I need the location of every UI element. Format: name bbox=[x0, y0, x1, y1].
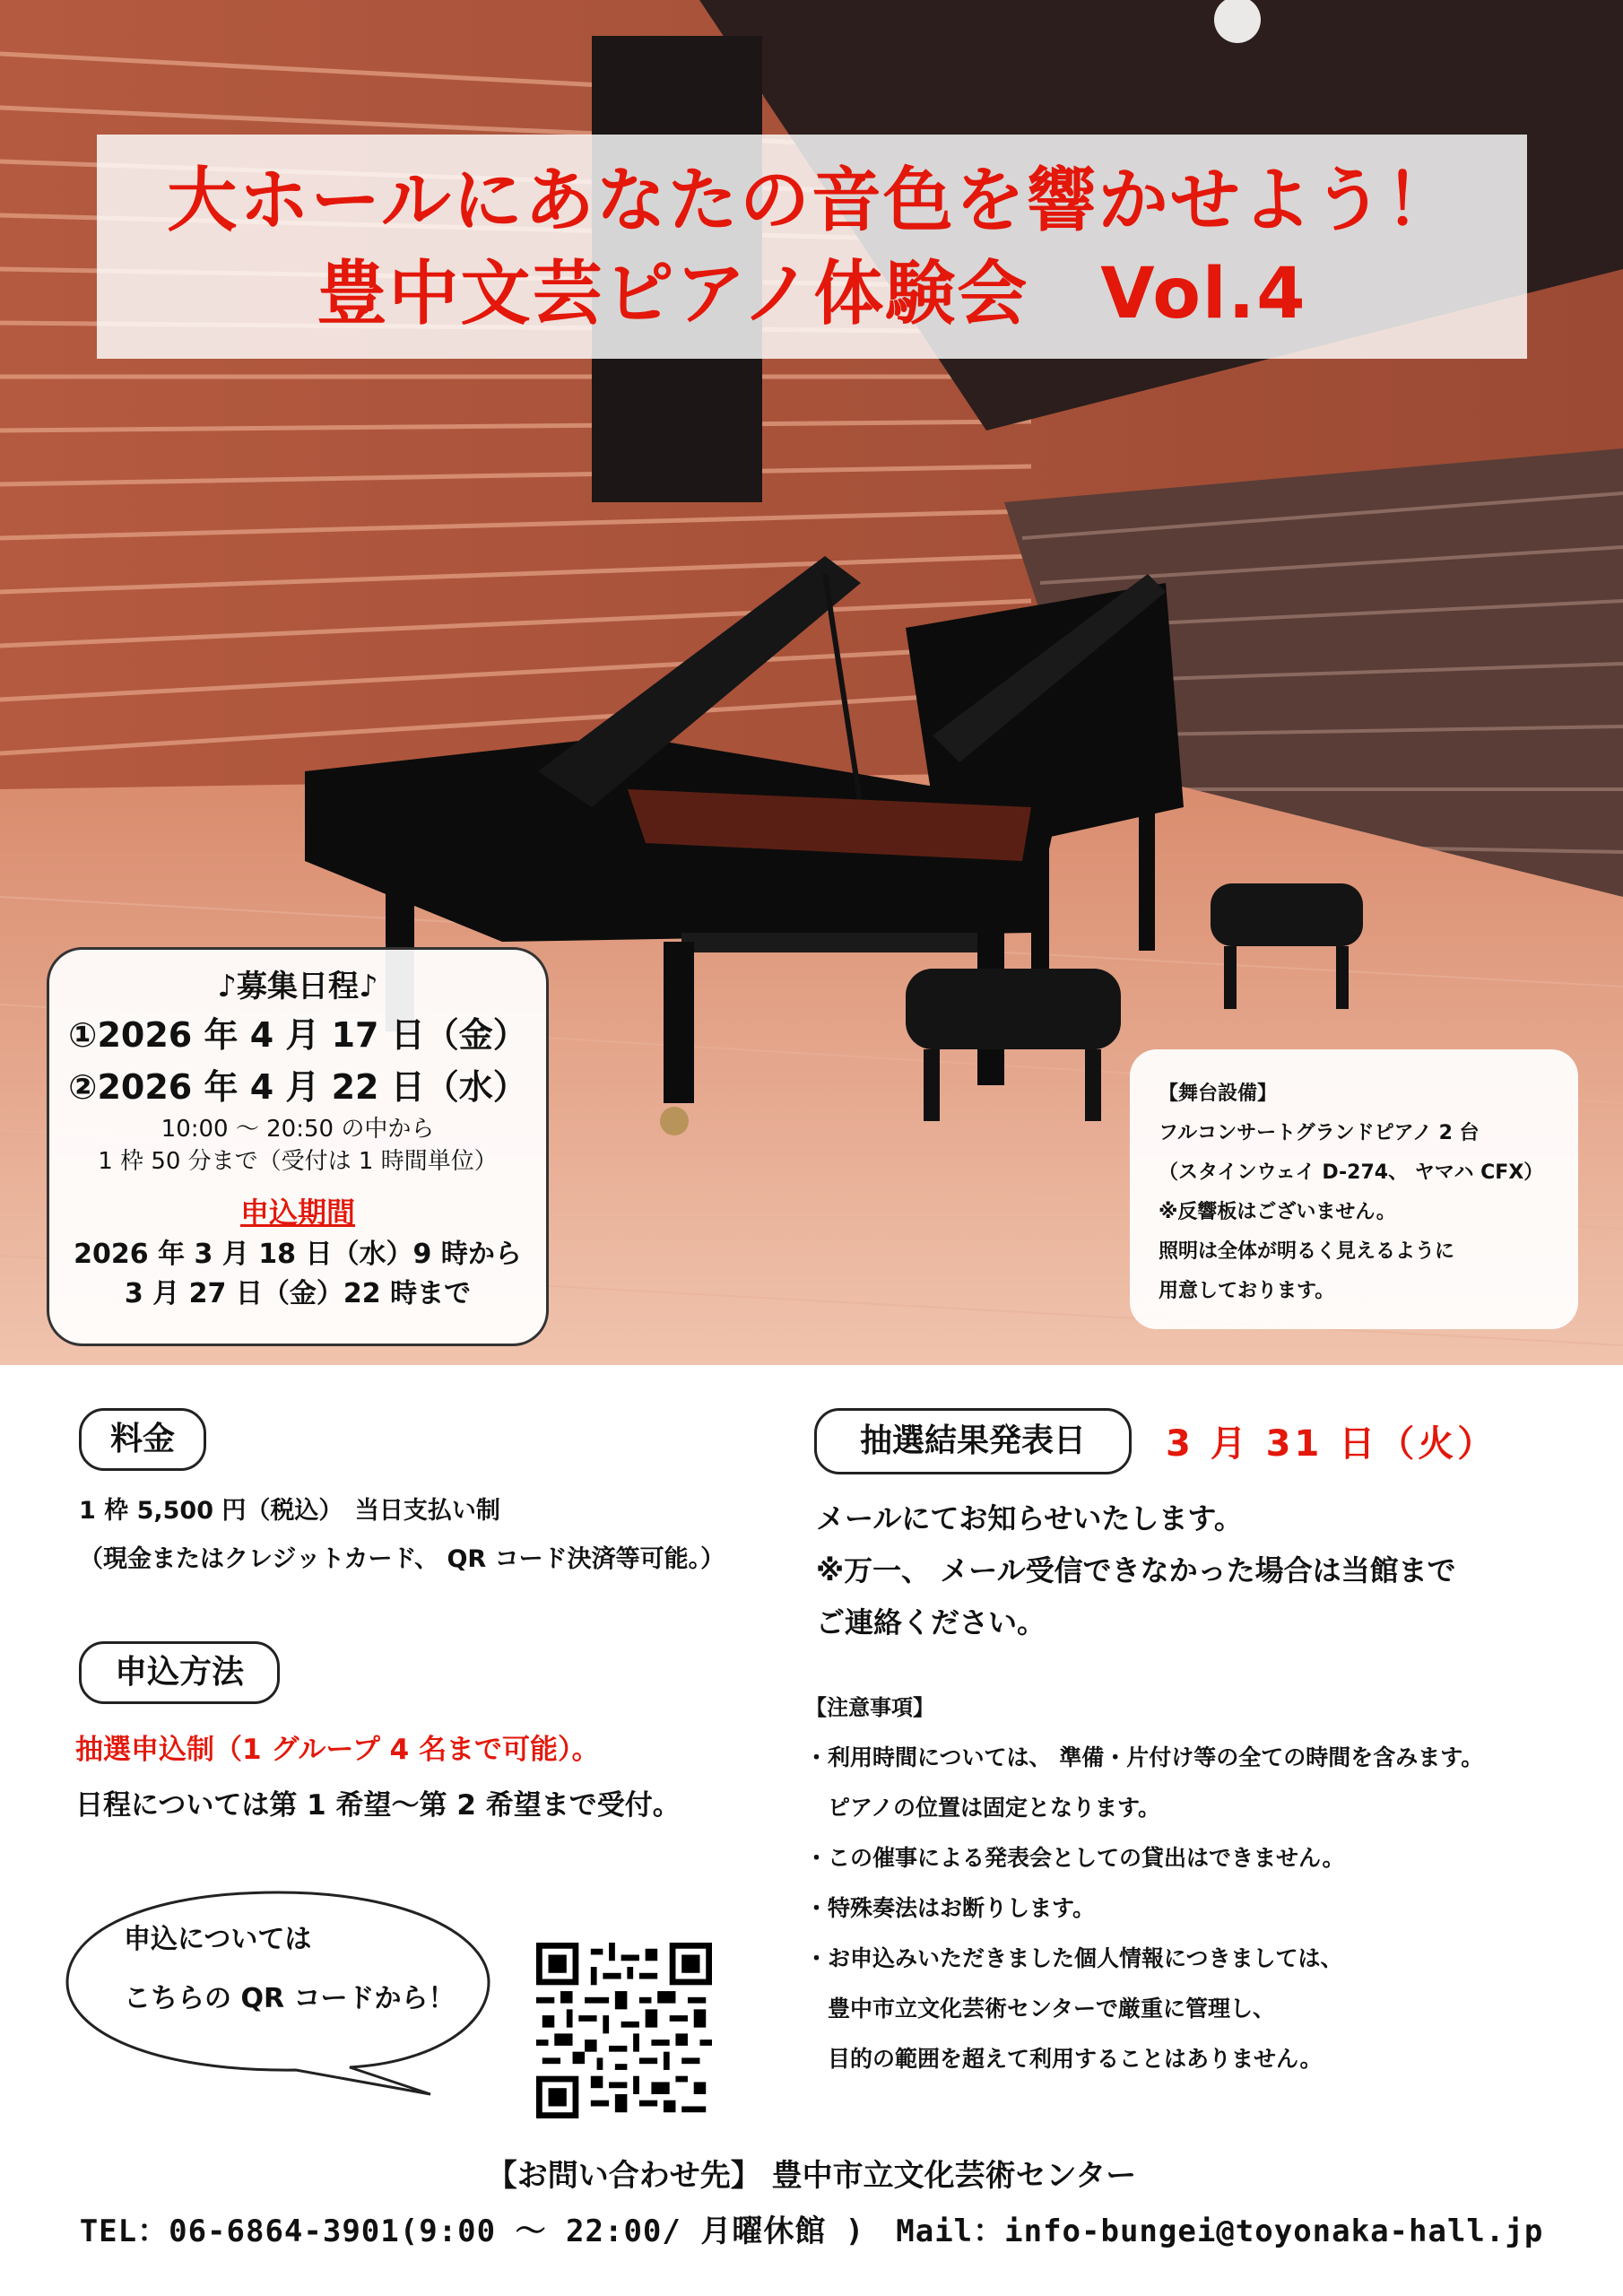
bubble-line: 申込については bbox=[124, 1924, 312, 1955]
notes-heading: 【注意事項】 bbox=[805, 1695, 934, 1720]
bubble-line: こちらの QR コードから！ bbox=[124, 1983, 456, 2014]
application-period-end: 3 月 27 日（金）22 時まで bbox=[124, 1278, 472, 1309]
schedule-heading: ♪募集日程♪ bbox=[217, 969, 378, 1004]
stage-equipment-box bbox=[1130, 1049, 1578, 1329]
note-item: ・お申込みいただきました個人情報につきましては、 bbox=[805, 1945, 1343, 1971]
contact-organization: 【お問い合わせ先】 豊中市立文化芸術センター bbox=[486, 2158, 1137, 2194]
method-preferences: 日程については第 1 希望～第 2 希望まで受付。 bbox=[75, 1789, 681, 1822]
stage-line: 照明は全体が明るく見えるように bbox=[1159, 1240, 1455, 1263]
stage-line: （スタインウェイ D-274、 ヤマハ CFX） bbox=[1159, 1161, 1544, 1184]
application-period-label: 申込期間 bbox=[239, 1196, 355, 1230]
note-item: 目的の範囲を超えて利用することはありません。 bbox=[805, 2046, 1323, 2072]
main-title: 大ホールにあなたの音色を響かせよう！ bbox=[167, 161, 1457, 241]
schedule-time-range: 10:00 ～ 20:50 の中から bbox=[161, 1116, 435, 1143]
event-title: 豊中文芸ピアノ体験会 Vol.4 bbox=[317, 254, 1307, 335]
note-item: ピアノの位置は固定となります。 bbox=[805, 1795, 1161, 1821]
method-lottery: 抽選申込制（1 グループ 4 名まで可能）。 bbox=[75, 1734, 600, 1766]
result-label: 抽選結果発表日 bbox=[814, 1408, 1132, 1474]
result-details bbox=[816, 1492, 1456, 1648]
fee-price: 1 枠 5,500 円（税込） 当日支払い制 bbox=[79, 1497, 500, 1525]
note-item: ・特殊奏法はお断りします。 bbox=[805, 1895, 1096, 1921]
qr-code-icon[interactable] bbox=[536, 1943, 712, 2118]
result-line: メールにてお知らせいたします。 bbox=[816, 1501, 1243, 1535]
stage-line: フルコンサートグランドピアノ 2 台 bbox=[1159, 1122, 1480, 1144]
note-item: ・利用時間については、 準備・片付け等の全ての時間を含みます。 bbox=[805, 1744, 1484, 1770]
stage-line: 用意しております。 bbox=[1159, 1280, 1335, 1302]
fee-label: 料金 bbox=[79, 1408, 206, 1471]
bubble-text bbox=[124, 1910, 456, 2029]
result-line: ※万一、 メール受信できなかった場合は当館まで bbox=[816, 1553, 1456, 1587]
fee-payment-methods: （現金またはクレジットカード、 QR コード決済等可能。） bbox=[79, 1545, 725, 1573]
schedule-date-2: ②2026 年 4 月 22 日（水） bbox=[68, 1067, 527, 1107]
result-date: 3 月 31 日（火） bbox=[1166, 1423, 1497, 1465]
result-line: ご連絡ください。 bbox=[816, 1605, 1046, 1639]
fee-details bbox=[79, 1487, 725, 1584]
stage-line: ※反響板はございません。 bbox=[1159, 1201, 1396, 1223]
application-period-start: 2026 年 3 月 18 日（水）9 時から bbox=[74, 1239, 522, 1270]
note-item: 豊中市立文化芸術センターで厳重に管理し、 bbox=[805, 1996, 1276, 2022]
schedule-slot-length: 1 枠 50 分まで（受付は 1 時間単位） bbox=[98, 1148, 498, 1175]
note-item: ・この催事による発表会としての貸出はできません。 bbox=[805, 1845, 1345, 1871]
stage-heading: 【舞台設備】 bbox=[1159, 1083, 1278, 1105]
schedule-box bbox=[47, 947, 549, 1346]
title-banner bbox=[97, 135, 1527, 359]
contact-phone-mail[interactable]: TEL：06-6864-3901(9:00 ～ 22:00/ 月曜休館 ) Mail：info-bungei@toyonaka-hall.jp bbox=[79, 2213, 1544, 2249]
method-details bbox=[75, 1722, 681, 1833]
schedule-date-1: ①2026 年 4 月 17 日（金） bbox=[68, 1015, 527, 1055]
notes-section bbox=[805, 1690, 1483, 2084]
method-label: 申込方法 bbox=[79, 1641, 280, 1704]
